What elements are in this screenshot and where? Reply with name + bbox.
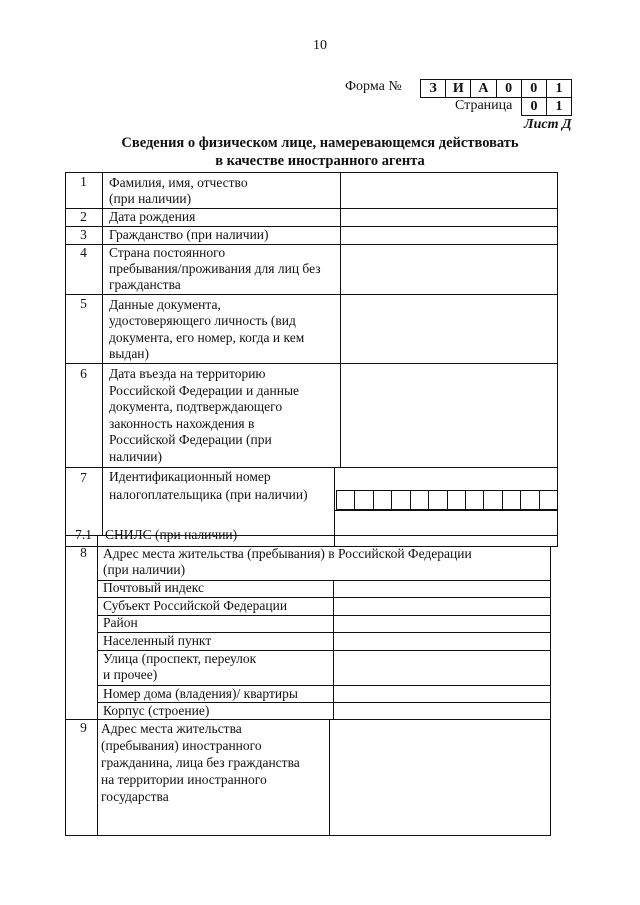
row-number: 6	[80, 366, 87, 381]
row-label: СНИЛС (при наличии)	[105, 527, 238, 542]
inn-input-cells[interactable]	[336, 490, 558, 510]
row-number: 5	[80, 296, 87, 311]
district-value[interactable]	[334, 616, 550, 632]
page-label: Страница	[455, 98, 513, 113]
row-label: наличии)	[109, 449, 163, 464]
form-code-char: З	[429, 81, 437, 96]
row-label: Гражданство (при наличии)	[109, 227, 269, 242]
row-label: Адрес места жительства	[101, 721, 242, 736]
form-title-line-1: Сведения о физическом лице, намеревающемся действовать	[121, 135, 519, 151]
row-number: 9	[80, 720, 87, 735]
address-field-label: Почтовый индекс	[103, 580, 204, 595]
page-digit-boxes	[521, 97, 572, 116]
form-number-label: Форма №	[345, 79, 402, 94]
citizenship-value[interactable]	[341, 227, 557, 244]
address-field-label: Район	[103, 615, 138, 630]
address-field-label: Номер дома (владения)/ квартиры	[103, 686, 298, 701]
row-label: Данные документа,	[109, 297, 221, 312]
page-digit: 0	[530, 99, 538, 114]
form-code-char: 0	[496, 80, 521, 97]
locality-value[interactable]	[334, 633, 550, 650]
row-label: (при наличии)	[109, 191, 192, 206]
row-number: 1	[80, 174, 87, 189]
building-value[interactable]	[334, 703, 550, 719]
row-label: Дата рождения	[109, 209, 196, 224]
row-label: на территории иностранного	[101, 772, 267, 787]
row-label: документа, подтверждающего	[109, 399, 283, 414]
row-number: 8	[80, 545, 87, 560]
residence-country-value[interactable]	[341, 245, 557, 294]
row-label: (при наличии)	[103, 562, 186, 577]
foreign-address-value[interactable]	[330, 720, 550, 835]
row-label: гражданина, лица без гражданства	[101, 755, 300, 770]
row-label: налогоплательщика (при наличии)	[109, 487, 308, 502]
postal-code-value[interactable]	[334, 581, 550, 597]
row-label: Фамилия, имя, отчество	[109, 175, 248, 190]
form-code-char: 0	[521, 80, 546, 97]
row-label: документа, его номер, когда и кем	[109, 330, 305, 345]
page-number: 10	[313, 38, 327, 53]
snils-value[interactable]	[335, 511, 557, 535]
row-number: 7	[80, 470, 87, 485]
street-value[interactable]	[334, 651, 550, 685]
row-label: государства	[101, 789, 169, 804]
row-label: выдан)	[109, 346, 150, 361]
identity-document-value[interactable]	[341, 295, 557, 363]
birth-date-value[interactable]	[341, 209, 557, 226]
form-code-char: А	[470, 80, 495, 97]
row-label: (пребывания) иностранного	[101, 738, 262, 753]
full-name-value[interactable]	[341, 173, 557, 208]
subject-value[interactable]	[334, 598, 550, 615]
row-label: пребывания/проживания для лиц без	[109, 261, 321, 276]
row-label: Идентификационный номер	[109, 469, 271, 484]
row-number: 7.1	[75, 527, 92, 542]
form-title-line-2: в качестве иностранного агента	[215, 153, 425, 169]
row-label: Дата въезда на территорию	[109, 366, 266, 381]
form-code-char: 1	[546, 80, 571, 97]
row-label: Российской Федерации и данные	[109, 383, 300, 398]
row-label: Российской Федерации (при	[109, 432, 272, 447]
form-code-char: И	[445, 80, 470, 97]
sheet-label: Лист Д	[524, 117, 572, 132]
address-field-label: и прочее)	[103, 667, 158, 682]
address-field-label: Населенный пункт	[103, 633, 212, 648]
row-label: Адрес места жительства (пребывания) в Российской Федерации	[103, 546, 472, 561]
address-field-label: Улица (проспект, переулок	[103, 651, 257, 666]
row-label: законность нахождения в	[109, 416, 255, 431]
row-number: 3	[80, 227, 87, 242]
row-label: Страна постоянного	[109, 245, 226, 260]
house-value[interactable]	[334, 686, 550, 702]
entry-date-value[interactable]	[341, 364, 557, 467]
form-code-boxes	[420, 79, 572, 98]
row-label: удостоверяющего личность (вид	[109, 313, 296, 328]
page-digit: 1	[546, 98, 571, 115]
address-field-label: Субъект Российской Федерации	[103, 598, 288, 613]
row-number: 4	[80, 245, 87, 260]
address-field-label: Корпус (строение)	[103, 703, 210, 718]
row-label: гражданства	[109, 277, 181, 292]
row-number: 2	[80, 209, 87, 224]
